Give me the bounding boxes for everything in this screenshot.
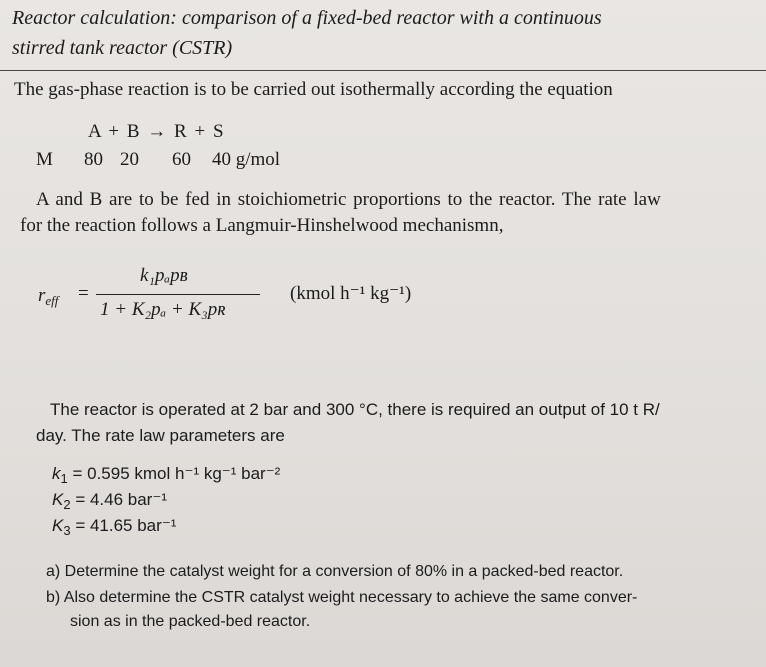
title-divider: [0, 70, 766, 71]
parameter-k3: $K_3 = 41.65$ bar⁻¹: [52, 516, 177, 538]
rate-denominator: 1 + K₂pₐ + K₃pʀ: [100, 299, 226, 320]
molar-mass-r: 60: [172, 149, 191, 170]
feed-text-line-1: A and B are to be fed in stoichiometric proportions to the reactor. The rate law: [36, 189, 661, 210]
feed-text-line-2: for the reaction follows a Langmuir-Hinshelwood mechanismn,: [20, 215, 504, 236]
reaction-equation: A + B → R + S: [88, 121, 224, 142]
rate-numerator: k₁pₐpʙ: [140, 265, 188, 286]
title-line-2: stirred tank reactor (CSTR): [12, 37, 233, 59]
operation-text-line-2: day. The rate law parameters are: [36, 426, 285, 445]
molar-mass-label: M: [36, 149, 53, 170]
rate-symbol: $r_{eff}$: [38, 285, 59, 308]
molar-mass-a: 80: [84, 149, 103, 170]
question-b-line-1: b) Also determine the CSTR catalyst weight necessary to achieve the same conver-: [46, 589, 638, 606]
operation-text-line-1: The reactor is operated at 2 bar and 300 °C, there is required an output of 10 t R/: [50, 400, 660, 419]
fraction-bar: [96, 294, 260, 295]
parameter-k2: $K_2 = 4.46$ bar⁻¹: [52, 490, 167, 512]
molar-mass-s: 40 g/mol: [212, 149, 281, 170]
rate-equals: =: [78, 283, 89, 304]
question-b-line-2: sion as in the packed-bed reactor.: [70, 613, 311, 630]
parameter-k1: $k_1 = 0.595$ kmol h⁻¹ kg⁻¹ bar⁻²: [52, 464, 281, 486]
intro-text: The gas-phase reaction is to be carried out isothermally according the equation: [14, 79, 613, 100]
question-a: a) Determine the catalyst weight for a conversion of 80% in a packed-bed reactor.: [46, 563, 624, 580]
rate-units: (kmol h⁻¹ kg⁻¹): [290, 283, 412, 304]
title-line-1: Reactor calculation: comparison of a fixed-bed reactor with a continuous: [12, 7, 602, 29]
molar-mass-b: 20: [120, 149, 139, 170]
